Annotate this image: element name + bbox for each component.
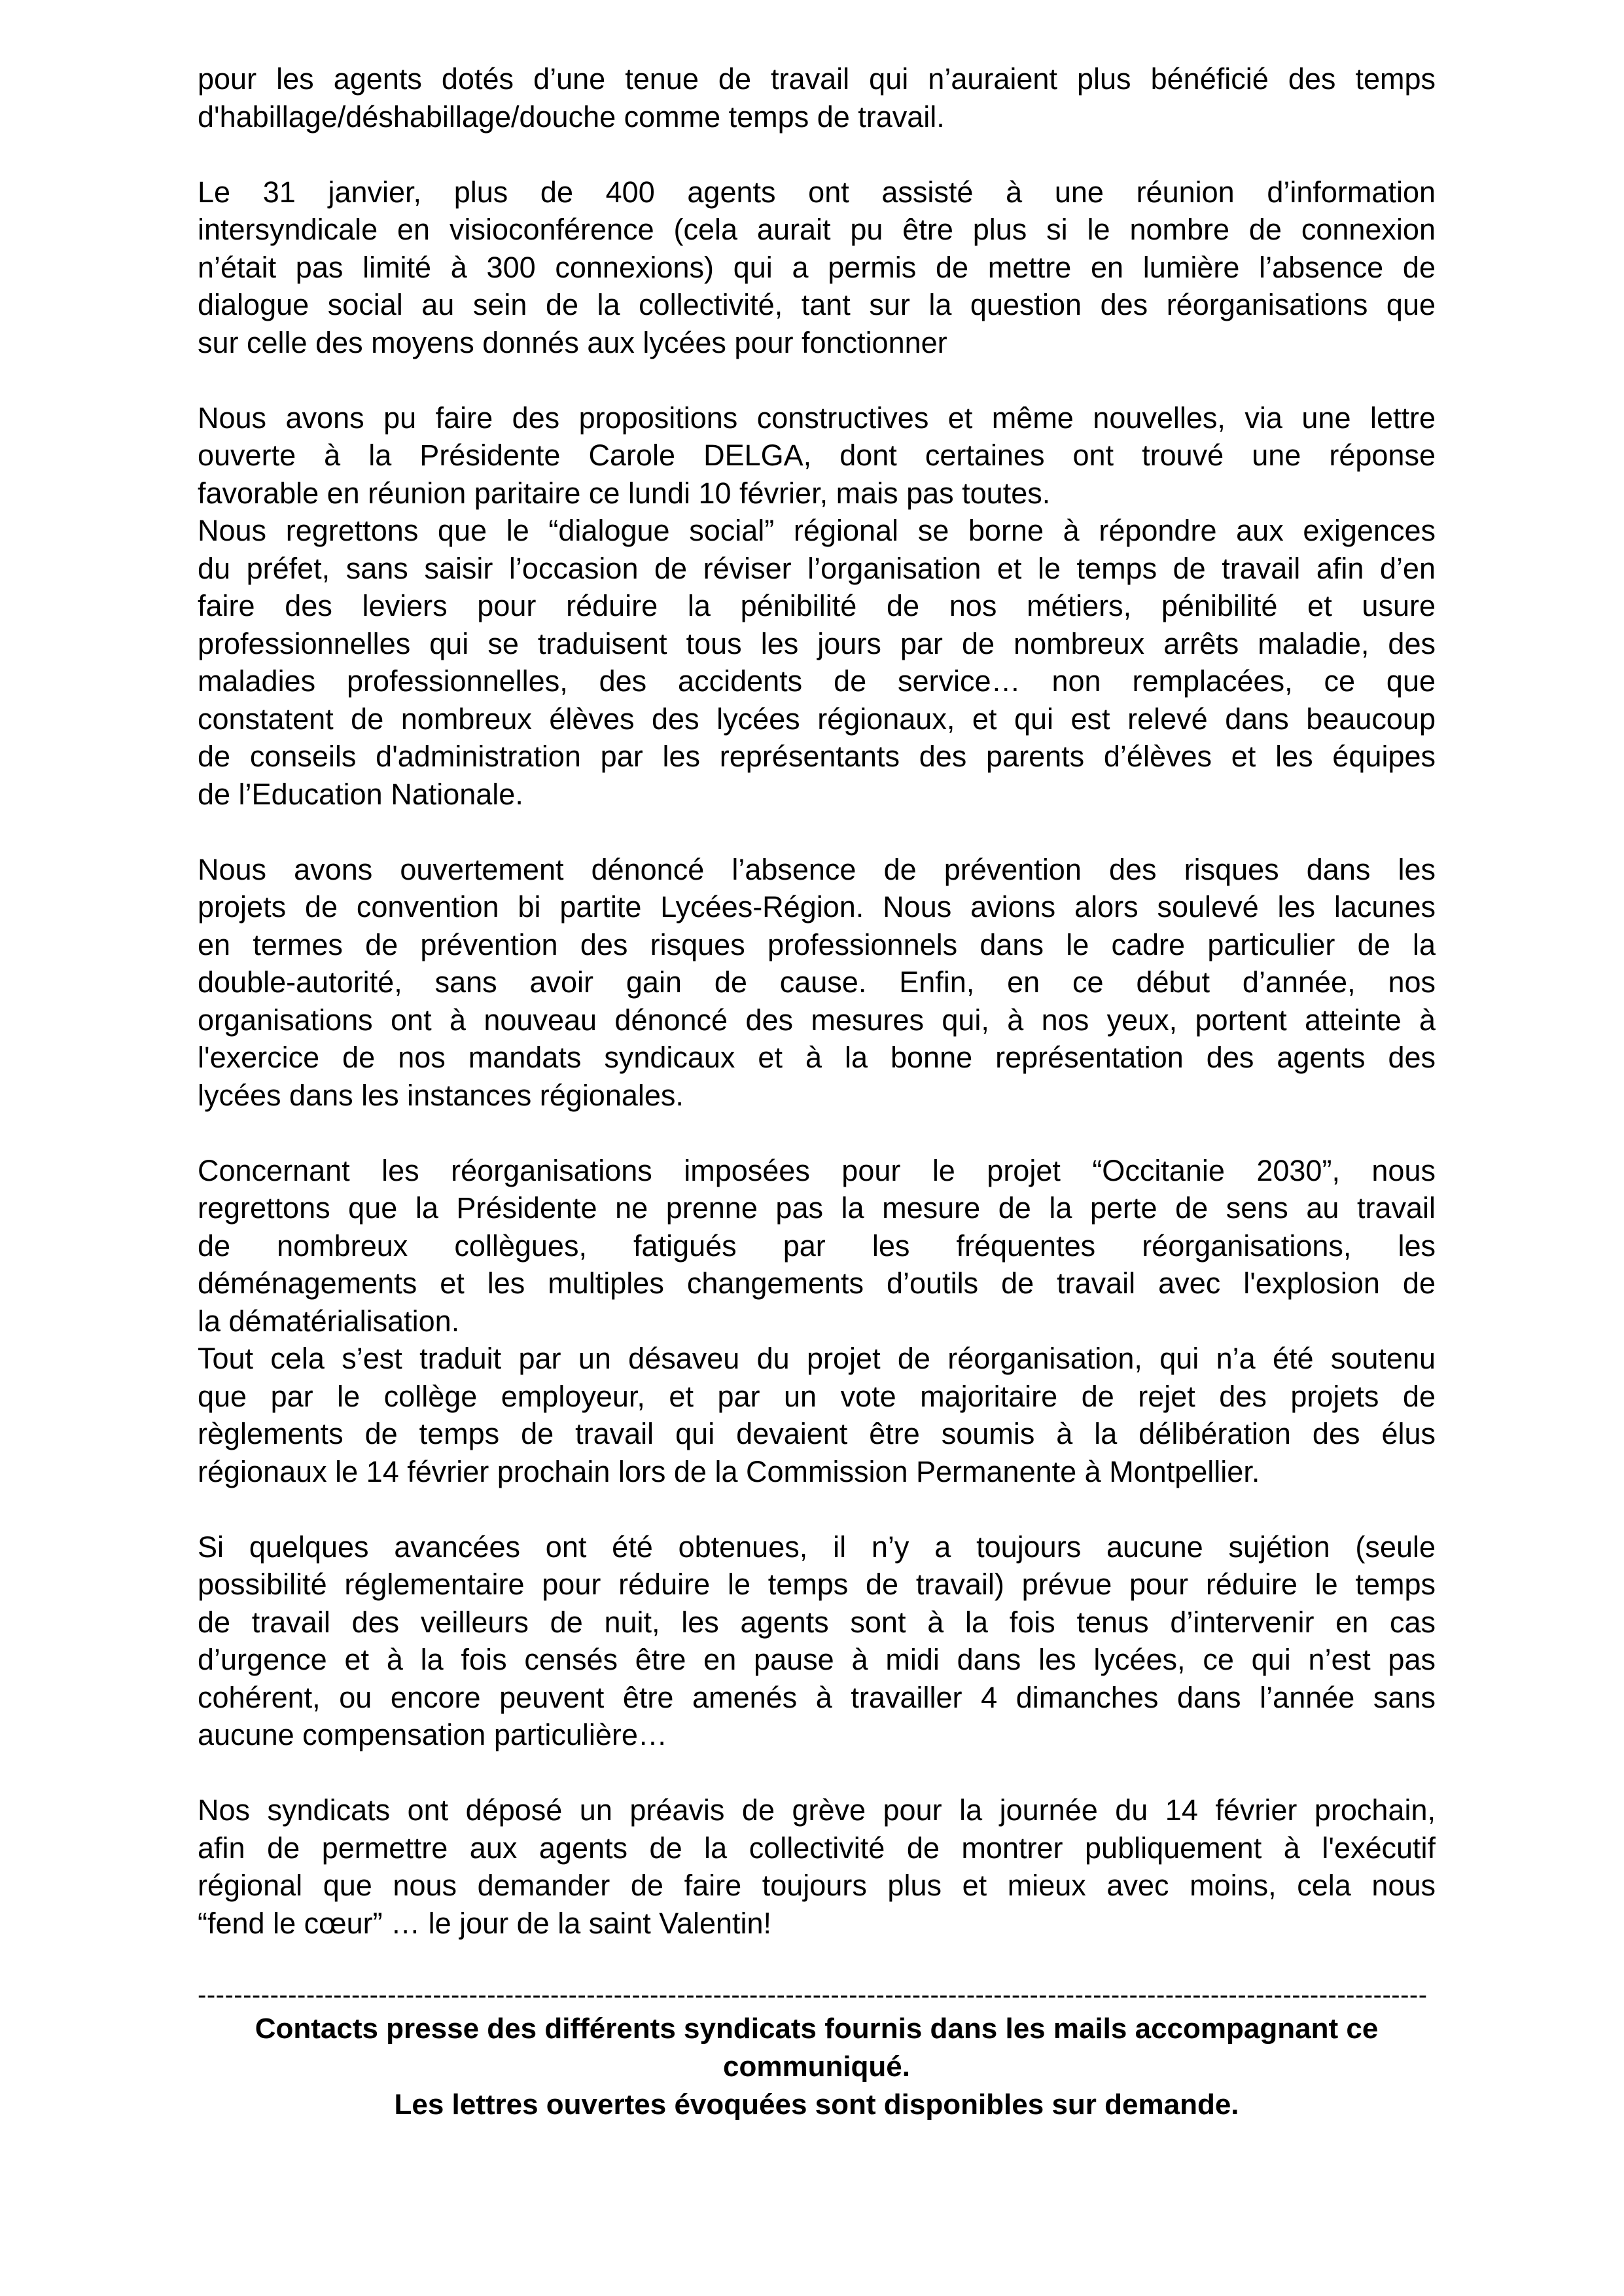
paragraph-4 bbox=[198, 851, 1436, 1115]
text-line: régionaux le 14 février prochain lors de la Commission Permanente à Montpellier. bbox=[198, 1454, 1260, 1488]
text-line: Concernant les réorganisations imposées pour le projet “Occitanie 2030”, nous bbox=[198, 1153, 1436, 1187]
text-line: règlements de temps de travail qui devaient être soumis à la délibération des élus bbox=[198, 1417, 1436, 1450]
text-line: possibilité réglementaire pour réduire le temps de travail) prévue pour réduire le temps bbox=[198, 1568, 1436, 1601]
text-line: aucune compensation particulière… bbox=[198, 1718, 667, 1751]
text-line: projets de convention bi partite Lycées-Région. Nous avions alors soulevé les lacunes bbox=[198, 890, 1436, 924]
document-page bbox=[198, 60, 1436, 2124]
text-line: d'habillage/déshabillage/douche comme temps de travail. bbox=[198, 99, 945, 134]
text-line: Nous avons ouvertement dénoncé l’absence de prévention des risques dans les bbox=[198, 852, 1436, 886]
text-line: ouverte à la Présidente Carole DELGA, dont certaines ont trouvé une réponse bbox=[198, 439, 1436, 472]
text-line: constatent de nombreux élèves des lycées régionaux, et qui est relevé dans beaucoup bbox=[198, 702, 1436, 736]
text-line: de travail des veilleurs de nuit, les agents sont à la fois tenus d’intervenir en cas bbox=[198, 1605, 1436, 1639]
text-line: Si quelques avancées ont été obtenues, il n’y a toujours aucune sujétion (seule bbox=[198, 1530, 1436, 1564]
text-line: régional que nous demander de faire toujours plus et mieux avec moins, cela nous bbox=[198, 1869, 1436, 1902]
text-line: Nous regrettons que le “dialogue social” régional se borne à répondre aux exigences bbox=[198, 514, 1436, 547]
text-line: Le 31 janvier, plus de 400 agents ont assisté à une réunion d’information bbox=[198, 175, 1436, 209]
text-line: n’était pas limité à 300 connexions) qui a permis de mettre en lumière l’absence de bbox=[198, 250, 1436, 284]
text-line: lycées dans les instances régionales. bbox=[198, 1078, 684, 1112]
text-line: maladies professionnelles, des accidents de service… non remplacées, ce que bbox=[198, 664, 1436, 698]
separator-line: ---------------------------------------------------------------------------------------------------------------------------------------- bbox=[198, 1980, 1428, 2009]
text-line: dialogue social au sein de la collectivité, tant sur la question des réorganisations que bbox=[198, 288, 1436, 321]
text-line: d’urgence et à la fois censés être en pause à midi dans les lycées, ce qui n’est pas bbox=[198, 1643, 1436, 1676]
text-line: déménagements et les multiples changements d’outils de travail avec l'explosion de bbox=[198, 1266, 1436, 1300]
text-line: Nos syndicats ont déposé un préavis de grève pour la journée du 14 février prochain, bbox=[198, 1793, 1436, 1827]
text-line: la dématérialisation. bbox=[198, 1304, 460, 1338]
text-line: afin de permettre aux agents de la collectivité de montrer publiquement à l'exécutif bbox=[198, 1831, 1436, 1865]
paragraph-2 bbox=[198, 173, 1436, 362]
text-line: de conseils d'administration par les représentants des parents d’élèves et les équipes bbox=[198, 740, 1436, 773]
text-line: de nombreux collègues, fatigués par les fréquentes réorganisations, les bbox=[198, 1229, 1436, 1263]
text-line: sur celle des moyens donnés aux lycées pour fonctionner bbox=[198, 325, 947, 359]
document-body bbox=[198, 60, 1436, 1942]
text-line: professionnelles qui se traduisent tous les jours par de nombreux arrêts maladie, des bbox=[198, 626, 1436, 660]
text-line: favorable en réunion paritaire ce lundi 10 février, mais pas toutes. bbox=[198, 476, 1051, 510]
text-line: double-autorité, sans avoir gain de cause. Enfin, en ce début d’année, nos bbox=[198, 965, 1436, 999]
contacts-line-1: Contacts presse des différents syndicats fournis dans les mails accompagnant ce bbox=[255, 2012, 1379, 2045]
text-line: Nous avons pu faire des propositions constructives et même nouvelles, via une lettre bbox=[198, 401, 1436, 435]
text-line: faire des leviers pour réduire la pénibilité de nos métiers, pénibilité et usure bbox=[198, 589, 1436, 622]
text-line: que par le collège employeur, et par un vote majoritaire de rejet des projets de bbox=[198, 1379, 1436, 1413]
text-line: de l’Education Nationale. bbox=[198, 777, 523, 811]
paragraph-1 bbox=[198, 60, 1436, 135]
paragraph-7 bbox=[198, 1791, 1436, 1942]
text-line: regrettons que la Présidente ne prenne pas la mesure de la perte de sens au travail bbox=[198, 1191, 1436, 1225]
text-line: pour les agents dotés d’une tenue de travail qui n’auraient plus bénéficié des temps bbox=[198, 62, 1436, 96]
text-line: l'exercice de nos mandats syndicaux et à la bonne représentation des agents des bbox=[198, 1041, 1436, 1074]
press-contacts-note bbox=[198, 2010, 1436, 2124]
text-line: “fend le cœur” … le jour de la saint Valentin! bbox=[198, 1906, 772, 1940]
text-line: du préfet, sans saisir l’occasion de réviser l’organisation et le temps de travail afin d’en bbox=[198, 551, 1436, 585]
text-line: Tout cela s’est traduit par un désaveu du projet de réorganisation, qui n’a été soutenu bbox=[198, 1342, 1436, 1375]
text-line: en termes de prévention des risques professionnels dans le cadre particulier de la bbox=[198, 927, 1436, 961]
text-line: cohérent, ou encore peuvent être amenés à travailler 4 dimanches dans l’année sans bbox=[198, 1680, 1436, 1714]
text-line: organisations ont à nouveau dénoncé des mesures qui, à nos yeux, portent atteinte à bbox=[198, 1003, 1436, 1037]
text-line: intersyndicale en visioconférence (cela aurait pu être plus si le nombre de connexion bbox=[198, 213, 1436, 246]
contacts-line-3: Les lettres ouvertes évoquées sont disponibles sur demande. bbox=[394, 2088, 1239, 2121]
paragraph-6 bbox=[198, 1528, 1436, 1754]
contacts-line-2: communiqué. bbox=[722, 2050, 911, 2083]
paragraph-5 bbox=[198, 1152, 1436, 1491]
paragraph-3 bbox=[198, 399, 1436, 814]
